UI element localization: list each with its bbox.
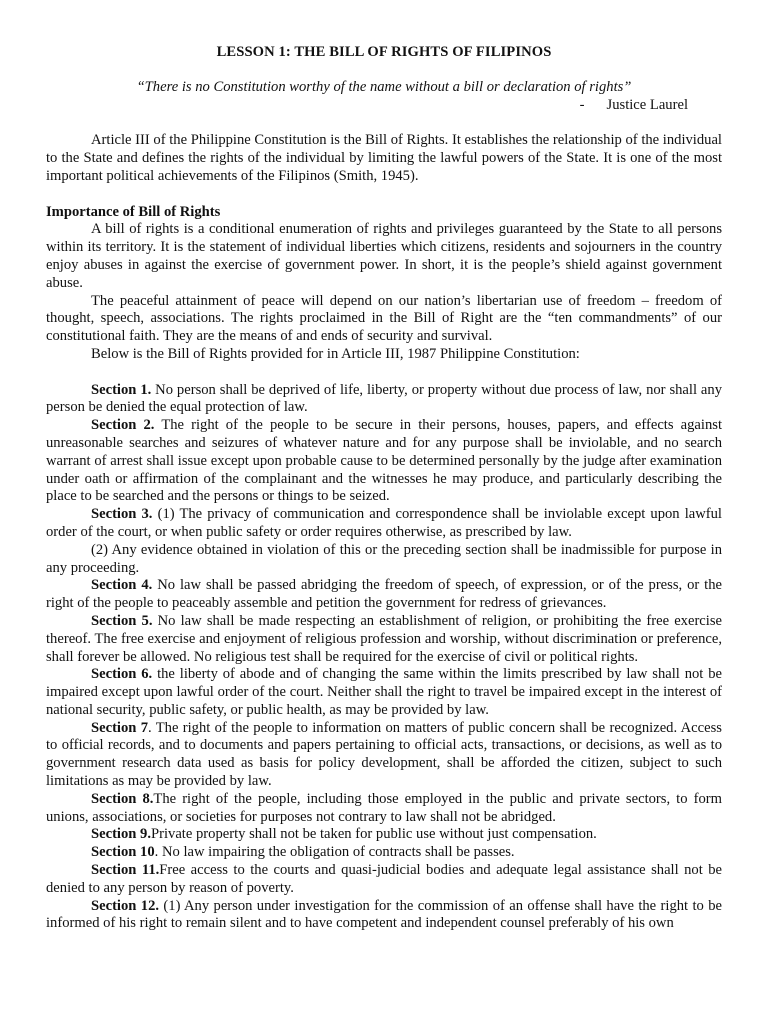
section-3-clause-2 (46, 542, 722, 578)
importance-paragraph-2: The peaceful attainment of peace will depend on our nation’s libertarian use of freedom – freedom of thought, speech, associations. The rights proclaimed in the Bill of Right are the “ten commandments” of our constitutional faith. They are the means of and ends of security and survival. (46, 292, 722, 345)
section-text: Free access to the courts and quasi-judicial bodies and adequate legal assistance shall not be denied to any person by reason of poverty. (46, 862, 722, 896)
section-1 (46, 382, 722, 418)
section-text: The right of the people to be secure in their persons, houses, papers, and effects against unreasonable searches and seizures of whatever nature and for any purpose shall be inviolable, and no search warrant of arrest shall issue except upon probable cause to be determined personally by the judge after examination under oath or affirmation of the complainant and the witnesses he may produce, and particularly describing the place to be searched and the persons or things to be seized. (46, 417, 722, 505)
section-9 (46, 826, 722, 844)
section-label: Section 4. (91, 577, 153, 594)
attribution-dash: - (579, 96, 585, 113)
section-label: Section 10 (91, 844, 155, 861)
section-heading-importance: Importance of Bill of Rights (46, 203, 221, 220)
section-12 (46, 898, 722, 934)
section-text: (1) The privacy of communication and correspondence shall be inviolable except upon lawful order of the court, or when public safety or order requires otherwise, as prescribed by law. (46, 506, 722, 540)
section-7 (46, 720, 722, 791)
section-label: Section 12. (91, 897, 160, 914)
section-label: Section 8. (91, 790, 154, 807)
section-label: Section 3. (91, 506, 153, 523)
section-label: Section 7 (91, 719, 149, 736)
section-8 (46, 791, 722, 827)
section-4 (46, 577, 722, 613)
section-text: Private property shall not be taken for public use without just compensation. (151, 826, 597, 843)
section-text: . The right of the people to information on matters of public concern shall be recognized. Access to official records, and to documents and papers pertaining to official acts, transactions, or decisions, as well as to government research data used as basis for policy development, shall be afforded the citizen, subject to such limitations as may be provided by law. (46, 719, 722, 790)
section-label: Section 2. (91, 417, 155, 434)
section-11 (46, 862, 722, 898)
section-10 (46, 844, 722, 862)
attribution-author: Justice Laurel (606, 96, 688, 113)
section-6 (46, 666, 722, 719)
section-label: Section 6. (91, 666, 153, 683)
intro-paragraph: Article III of the Philippine Constitution is the Bill of Rights. It establishes the relationship of the individual to the State and defines the rights of the individual by limiting the lawful powers of the State. It is one of the most important political achievements of the Filipinos (Smith, 1945). (46, 132, 722, 184)
paragraph-spacer (46, 364, 722, 382)
section-text: No person shall be deprived of life, liberty, or property without due process of law, nor shall any person be denied the equal protection of law. (46, 381, 722, 416)
epigraph-attribution (46, 97, 688, 115)
section-label: Section 5. (91, 612, 153, 629)
paragraph-spacer (46, 186, 722, 204)
document-body (46, 44, 722, 933)
section-text: (2) Any evidence obtained in violation of this or the preceding section shall be inadmissible for purpose in any proceeding. (46, 541, 722, 576)
section-text: No law shall be made respecting an establishment of religion, or prohibiting the free exercise thereof. The free exercise and enjoyment of religious profession and worship, without discrimination or preference, shall forever be allowed. No religious test shall be required for the exercise of civil or political rights. (46, 612, 722, 665)
section-2 (46, 417, 722, 506)
section-label: Section 9. (91, 826, 151, 843)
section-3 (46, 506, 722, 542)
importance-paragraph-1: A bill of rights is a conditional enumeration of rights and privileges guaranteed by the State to all persons within its territory. It is the statement of individual liberties which citizens, residents and sojourners in the country enjoy abuses in against the exercise of government power. In short, it is the people’s shield against government abuse. (46, 221, 722, 291)
section-label: Section 11. (91, 862, 160, 879)
section-text: the liberty of abode and of changing the same within the limits prescribed by law shall not be impaired except upon lawful order of the court. Neither shall the right to travel be impaired except in the interest of national security, public safety, or public health, as may be provided by law. (46, 666, 723, 718)
section-label: Section 1. (91, 381, 152, 398)
section-text: (1) Any person under investigation for the commission of an offense shall have the right to be informed of his right to remain silent and to have competent and independent counsel preferably of his own (46, 897, 722, 932)
section-text: No law shall be passed abridging the freedom of speech, of expression, or of the press, or the right of the people to peaceably assemble and petition the government for redress of grievances. (46, 577, 723, 612)
page-title: LESSON 1: THE BILL OF RIGHTS OF FILIPINOS (216, 44, 552, 60)
section-text: . No law impairing the obligation of contracts shall be passes. (154, 844, 515, 861)
section-5 (46, 613, 722, 666)
epigraph-quote: “There is no Constitution worthy of the name without a bill or declaration of rights” (136, 78, 632, 95)
section-text: The right of the people, including those employed in the public and private sectors, to form unions, associations, or societies for purposes not contrary to law shall not be abridged. (46, 790, 722, 825)
importance-paragraph-3: Below is the Bill of Rights provided for in Article III, 1987 Philippine Constitution: (91, 345, 580, 362)
